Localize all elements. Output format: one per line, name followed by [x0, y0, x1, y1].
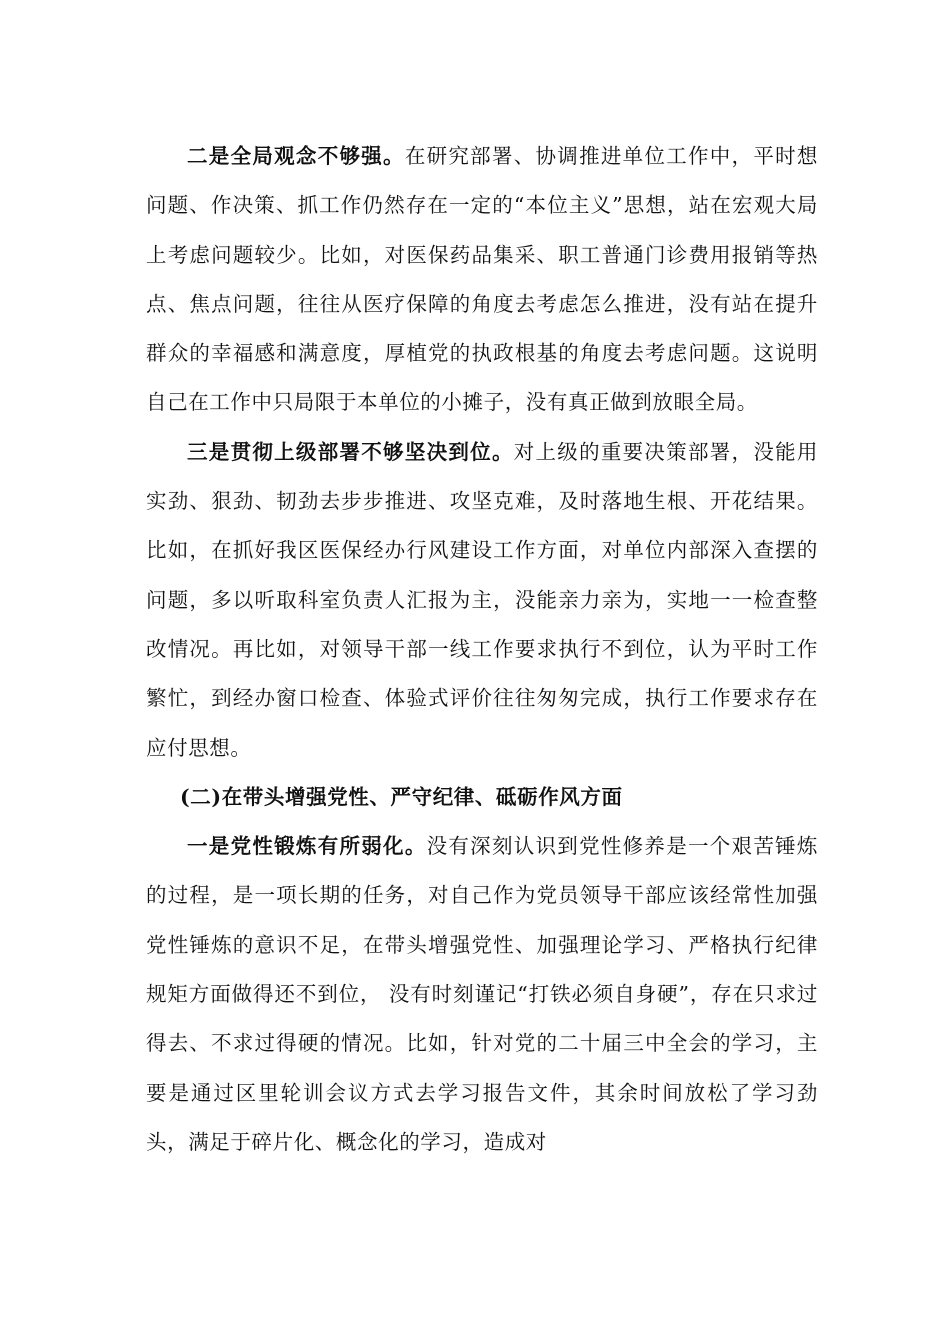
paragraph-text: 没有深刻认识到党性修养是一个艰苦锤炼的过程，是一项长期的任务，对自己作为党员领导干部应该经常性加强党性锤炼的意识不足，在带头增强党性、加强理论学习、严格执行纪律规矩方面做得还不到位， 没有时刻谨记“打铁必须自身硬”，存在只求过得去、不求过得硬的情况。比如，针对党的二十届三中全会的学习，主要是通过区里轮训会议方式去学习报告文件，其余时间放松了学习劲头，满足于碎片化、概念化的学习，造成对	[146, 834, 818, 1154]
paragraph-global-view	[146, 132, 818, 428]
document-body	[146, 132, 818, 1167]
section-heading: (二)在带头增强党性、严守纪律、砥砺作风方面	[180, 784, 623, 809]
paragraph-text: 在研究部署、协调推进单位工作中，平时想问题、作决策、抓工作仍然存在一定的“本位主义”思想，站在宏观大局上考虑问题较少。比如，对医保药品集采、职工普通门诊费用报销等热点、焦点问题，往往从医疗保障的角度去考虑怎么推进，没有站在提升群众的幸福感和满意度，厚植党的执政根基的角度去考虑问题。这说明自己在工作中只局限于本单位的小摊子，没有真正做到放眼全局。	[146, 144, 819, 415]
paragraph-lead: 一是党性锻炼有所弱化。	[187, 834, 427, 859]
paragraph-text: 对上级的重要决策部署，没能用实劲、狠劲、韧劲去步步推进、攻坚克难，及时落地生根、开花结果。比如，在抓好我区医保经办行风建设工作方面，对单位内部深入查摆的问题，多以听取科室负责人汇报为主，没能亲力亲为，实地一一检查整改情况。再比如，对领导干部一线工作要求执行不到位，认为平时工作繁忙，到经办窗口检查、体验式评价往往匆匆完成，执行工作要求存在应付思想。	[146, 439, 818, 760]
paragraph-implementation	[146, 428, 818, 773]
paragraph-party-spirit	[146, 822, 818, 1167]
paragraph-lead: 二是全局观念不够强。	[187, 144, 405, 168]
paragraph-lead: 三是贯彻上级部署不够坚决到位。	[187, 439, 514, 464]
